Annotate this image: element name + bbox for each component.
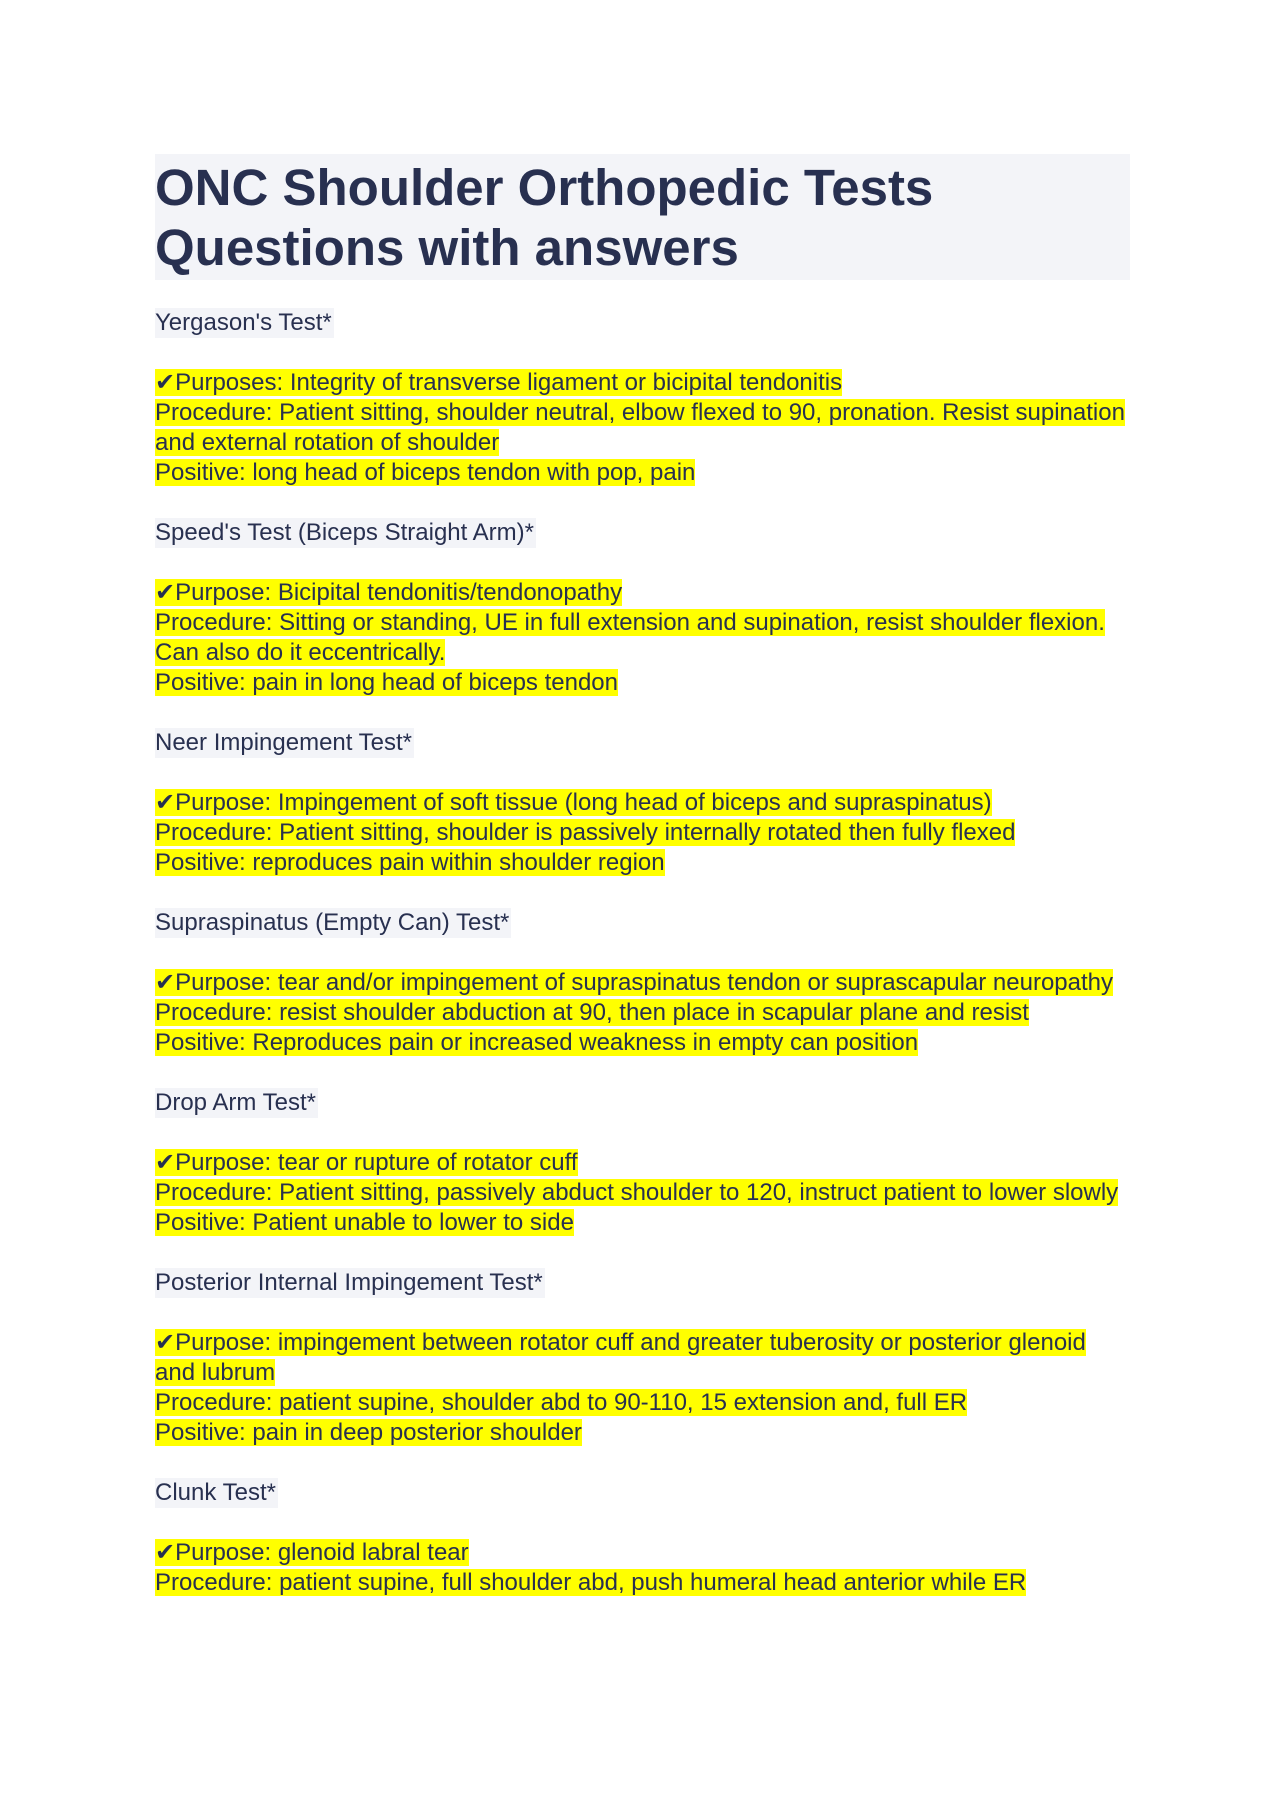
answer-block <box>155 1148 1130 1238</box>
qa-item <box>155 1088 1130 1238</box>
qa-item <box>155 308 1130 488</box>
qa-item <box>155 518 1130 698</box>
question-text: Supraspinatus (Empty Can) Test* <box>155 909 510 936</box>
answer-positive: Positive: Patient unable to lower to side <box>155 1209 574 1236</box>
answer-procedure: Procedure: resist shoulder abduction at 90, then place in scapular plane and resist <box>155 999 1029 1026</box>
answer-procedure: Procedure: patient supine, shoulder abd to 90-110, 15 extension and, full ER <box>155 1389 968 1416</box>
answer-positive: Positive: pain in deep posterior shoulder <box>155 1419 582 1446</box>
question-text: Drop Arm Test* <box>155 1089 316 1116</box>
question-text: Neer Impingement Test* <box>155 729 413 756</box>
question-text: Clunk Test* <box>155 1479 276 1506</box>
answer-procedure: Procedure: Patient sitting, passively abduct shoulder to 120, instruct patient to lower slowly <box>155 1179 1119 1206</box>
answer-block <box>155 578 1130 698</box>
answer-procedure: Procedure: Patient sitting, shoulder is passively internally rotated then fully flexed <box>155 819 1016 846</box>
qa-item <box>155 728 1130 878</box>
answer-procedure: Procedure: Sitting or standing, UE in full extension and supination, resist shoulder flexion. Can also do it eccentrically. <box>155 609 1105 666</box>
answer-purpose: ✔Purpose: impingement between rotator cuff and greater tuberosity or posterior glenoid and lubrum <box>155 1329 1086 1386</box>
answer-purpose: ✔Purpose: Impingement of soft tissue (long head of biceps and supraspinatus) <box>155 789 992 816</box>
answer-purpose: ✔Purposes: Integrity of transverse ligament or bicipital tendonitis <box>155 369 843 396</box>
document-title: ONC Shoulder Orthopedic Tests Questions with answers <box>155 159 934 276</box>
answer-block <box>155 368 1130 488</box>
answer-block <box>155 788 1130 878</box>
document-page <box>155 154 1130 1628</box>
qa-item <box>155 908 1130 1058</box>
answer-procedure: Procedure: Patient sitting, shoulder neutral, elbow flexed to 90, pronation. Resist supination and external rotation of shoulder <box>155 399 1125 456</box>
answer-positive: Positive: reproduces pain within shoulder region <box>155 849 665 876</box>
answer-purpose: ✔Purpose: tear and/or impingement of supraspinatus tendon or suprascapular neuropathy <box>155 969 1114 996</box>
answer-positive: Positive: Reproduces pain or increased weakness in empty can position <box>155 1029 919 1056</box>
answer-positive: Positive: long head of biceps tendon with pop, pain <box>155 459 696 486</box>
title-block <box>155 154 1130 280</box>
answer-procedure: Procedure: patient supine, full shoulder abd, push humeral head anterior while ER <box>155 1569 1027 1596</box>
question-text: Speed's Test (Biceps Straight Arm)* <box>155 519 534 546</box>
question-text: Yergason's Test* <box>155 309 332 336</box>
answer-purpose: ✔Purpose: glenoid labral tear <box>155 1539 469 1566</box>
answer-block <box>155 1538 1130 1598</box>
answer-block <box>155 968 1130 1058</box>
answer-positive: Positive: pain in long head of biceps tendon <box>155 669 618 696</box>
answer-purpose: ✔Purpose: tear or rupture of rotator cuff <box>155 1149 578 1176</box>
answer-purpose: ✔Purpose: Bicipital tendonitis/tendonopathy <box>155 579 623 606</box>
qa-item <box>155 1478 1130 1598</box>
question-text: Posterior Internal Impingement Test* <box>155 1269 543 1296</box>
qa-item <box>155 1268 1130 1448</box>
answer-block <box>155 1328 1130 1448</box>
